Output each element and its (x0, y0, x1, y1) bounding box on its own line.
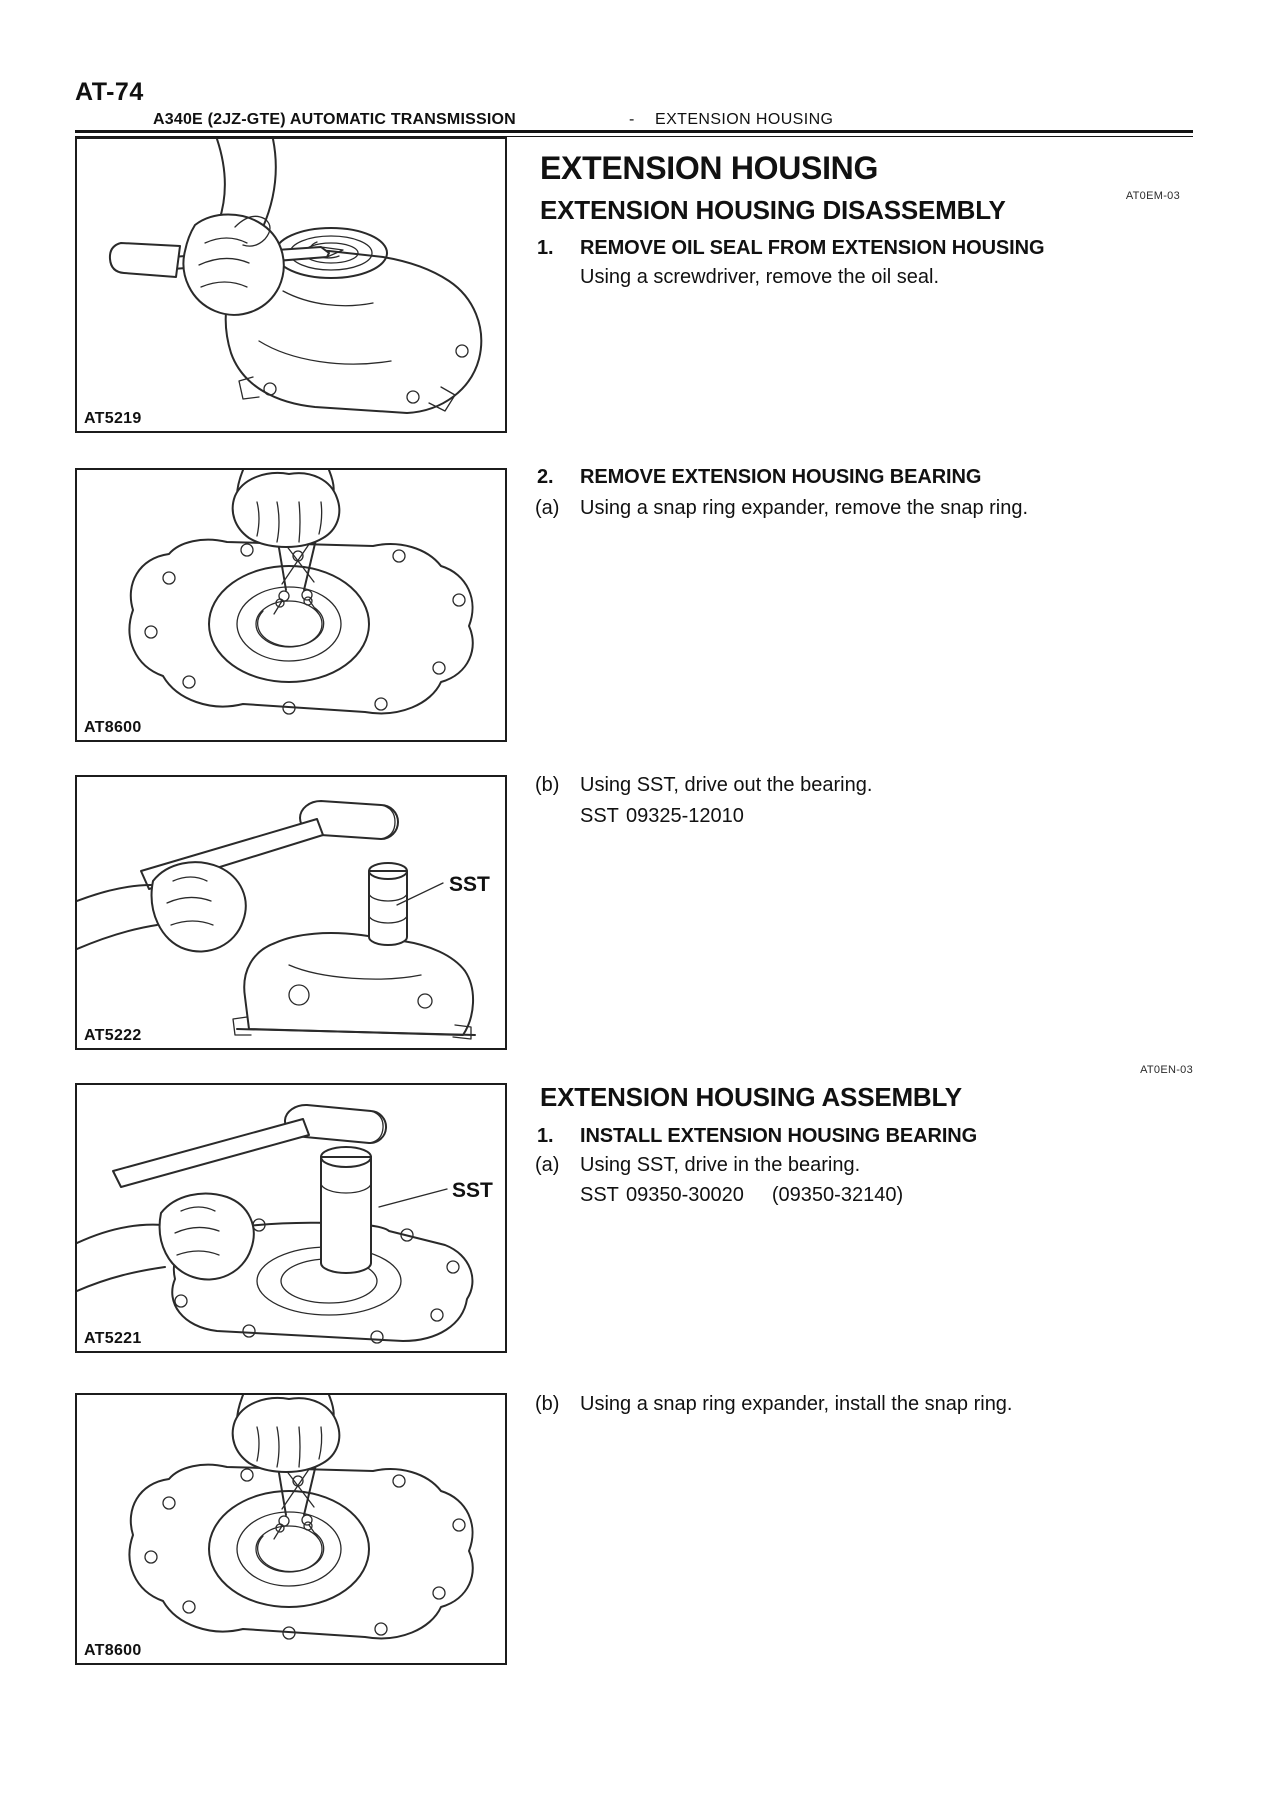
figure-illustration (77, 139, 505, 431)
section-title: EXTENSION HOUSING (540, 150, 879, 186)
page-number: AT-74 (75, 78, 144, 106)
figure-illustration (77, 777, 505, 1048)
substep-text: Using SST, drive in the bearing. (580, 1154, 861, 1176)
subsection-title-assembly: EXTENSION HOUSING ASSEMBLY (540, 1082, 962, 1112)
figure-id-label: AT5222 (84, 1027, 142, 1044)
figure-id-label: AT8600 (84, 1642, 142, 1659)
sst-part-number: 09325-12010 (626, 805, 744, 827)
sst-spec-line (580, 805, 744, 828)
figure-id-label: AT5219 (84, 410, 142, 427)
step-number: 1. (537, 1125, 554, 1147)
figure-bearing-drive-in (75, 1083, 507, 1353)
breadcrumb-model: A340E (2JZ-GTE) AUTOMATIC TRANSMISSION (153, 111, 516, 128)
step-number: 2. (537, 466, 554, 488)
figure-bearing-drive-out (75, 775, 507, 1050)
step-title: REMOVE OIL SEAL FROM EXTENSION HOUSING (580, 237, 1045, 259)
breadcrumb-section: EXTENSION HOUSING (655, 111, 834, 128)
step-1-body: Using a screwdriver, remove the oil seal. (580, 266, 940, 288)
figure-id-label: AT5221 (84, 1330, 142, 1347)
figure-snap-ring-install (75, 1393, 507, 1665)
substep-text: Using a snap ring expander, install the snap ring. (580, 1393, 1013, 1415)
figure-illustration (77, 1395, 505, 1663)
substep-text: Using SST, drive out the bearing. (580, 774, 873, 796)
step-2a (535, 497, 1215, 520)
figure-oil-seal-removal (75, 137, 507, 433)
procedure-code-disassembly: AT0EM-03 (1125, 190, 1180, 202)
figure-illustration (77, 470, 505, 740)
substep-letter: (a) (535, 1154, 560, 1176)
assembly-step-1a (535, 1154, 1215, 1177)
sst-spec-line (580, 1184, 903, 1207)
step-2-remove-bearing (537, 466, 1197, 489)
header-rule (75, 130, 1193, 137)
step-number: 1. (537, 237, 554, 259)
step-1-remove-oil-seal (537, 237, 1197, 260)
sst-callout-label: SST (452, 1179, 493, 1202)
step-title: REMOVE EXTENSION HOUSING BEARING (580, 466, 982, 488)
assembly-step-1-install-bearing (537, 1125, 1197, 1148)
step-title: INSTALL EXTENSION HOUSING BEARING (580, 1125, 978, 1147)
step-2b (535, 774, 1215, 797)
substep-letter: (b) (535, 774, 560, 796)
sst-part-number: 09350-30020 (626, 1184, 744, 1206)
figure-snap-ring-removal (75, 468, 507, 742)
figure-id-label: AT8600 (84, 719, 142, 736)
subsection-title-disassembly: EXTENSION HOUSING DISASSEMBLY (540, 195, 1006, 225)
figure-illustration (77, 1085, 505, 1351)
substep-letter: (a) (535, 497, 560, 519)
substep-letter: (b) (535, 1393, 560, 1415)
substep-text: Using a snap ring expander, remove the snap ring. (580, 497, 1029, 519)
sst-callout-label: SST (449, 873, 490, 896)
assembly-step-1b (535, 1393, 1215, 1416)
sst-part-number-alt: (09350-32140) (771, 1184, 904, 1206)
sst-label: SST (580, 805, 619, 827)
breadcrumb-separator: - (629, 111, 635, 128)
procedure-code-assembly: AT0EN-03 (1140, 1064, 1193, 1076)
sst-label: SST (580, 1184, 619, 1206)
